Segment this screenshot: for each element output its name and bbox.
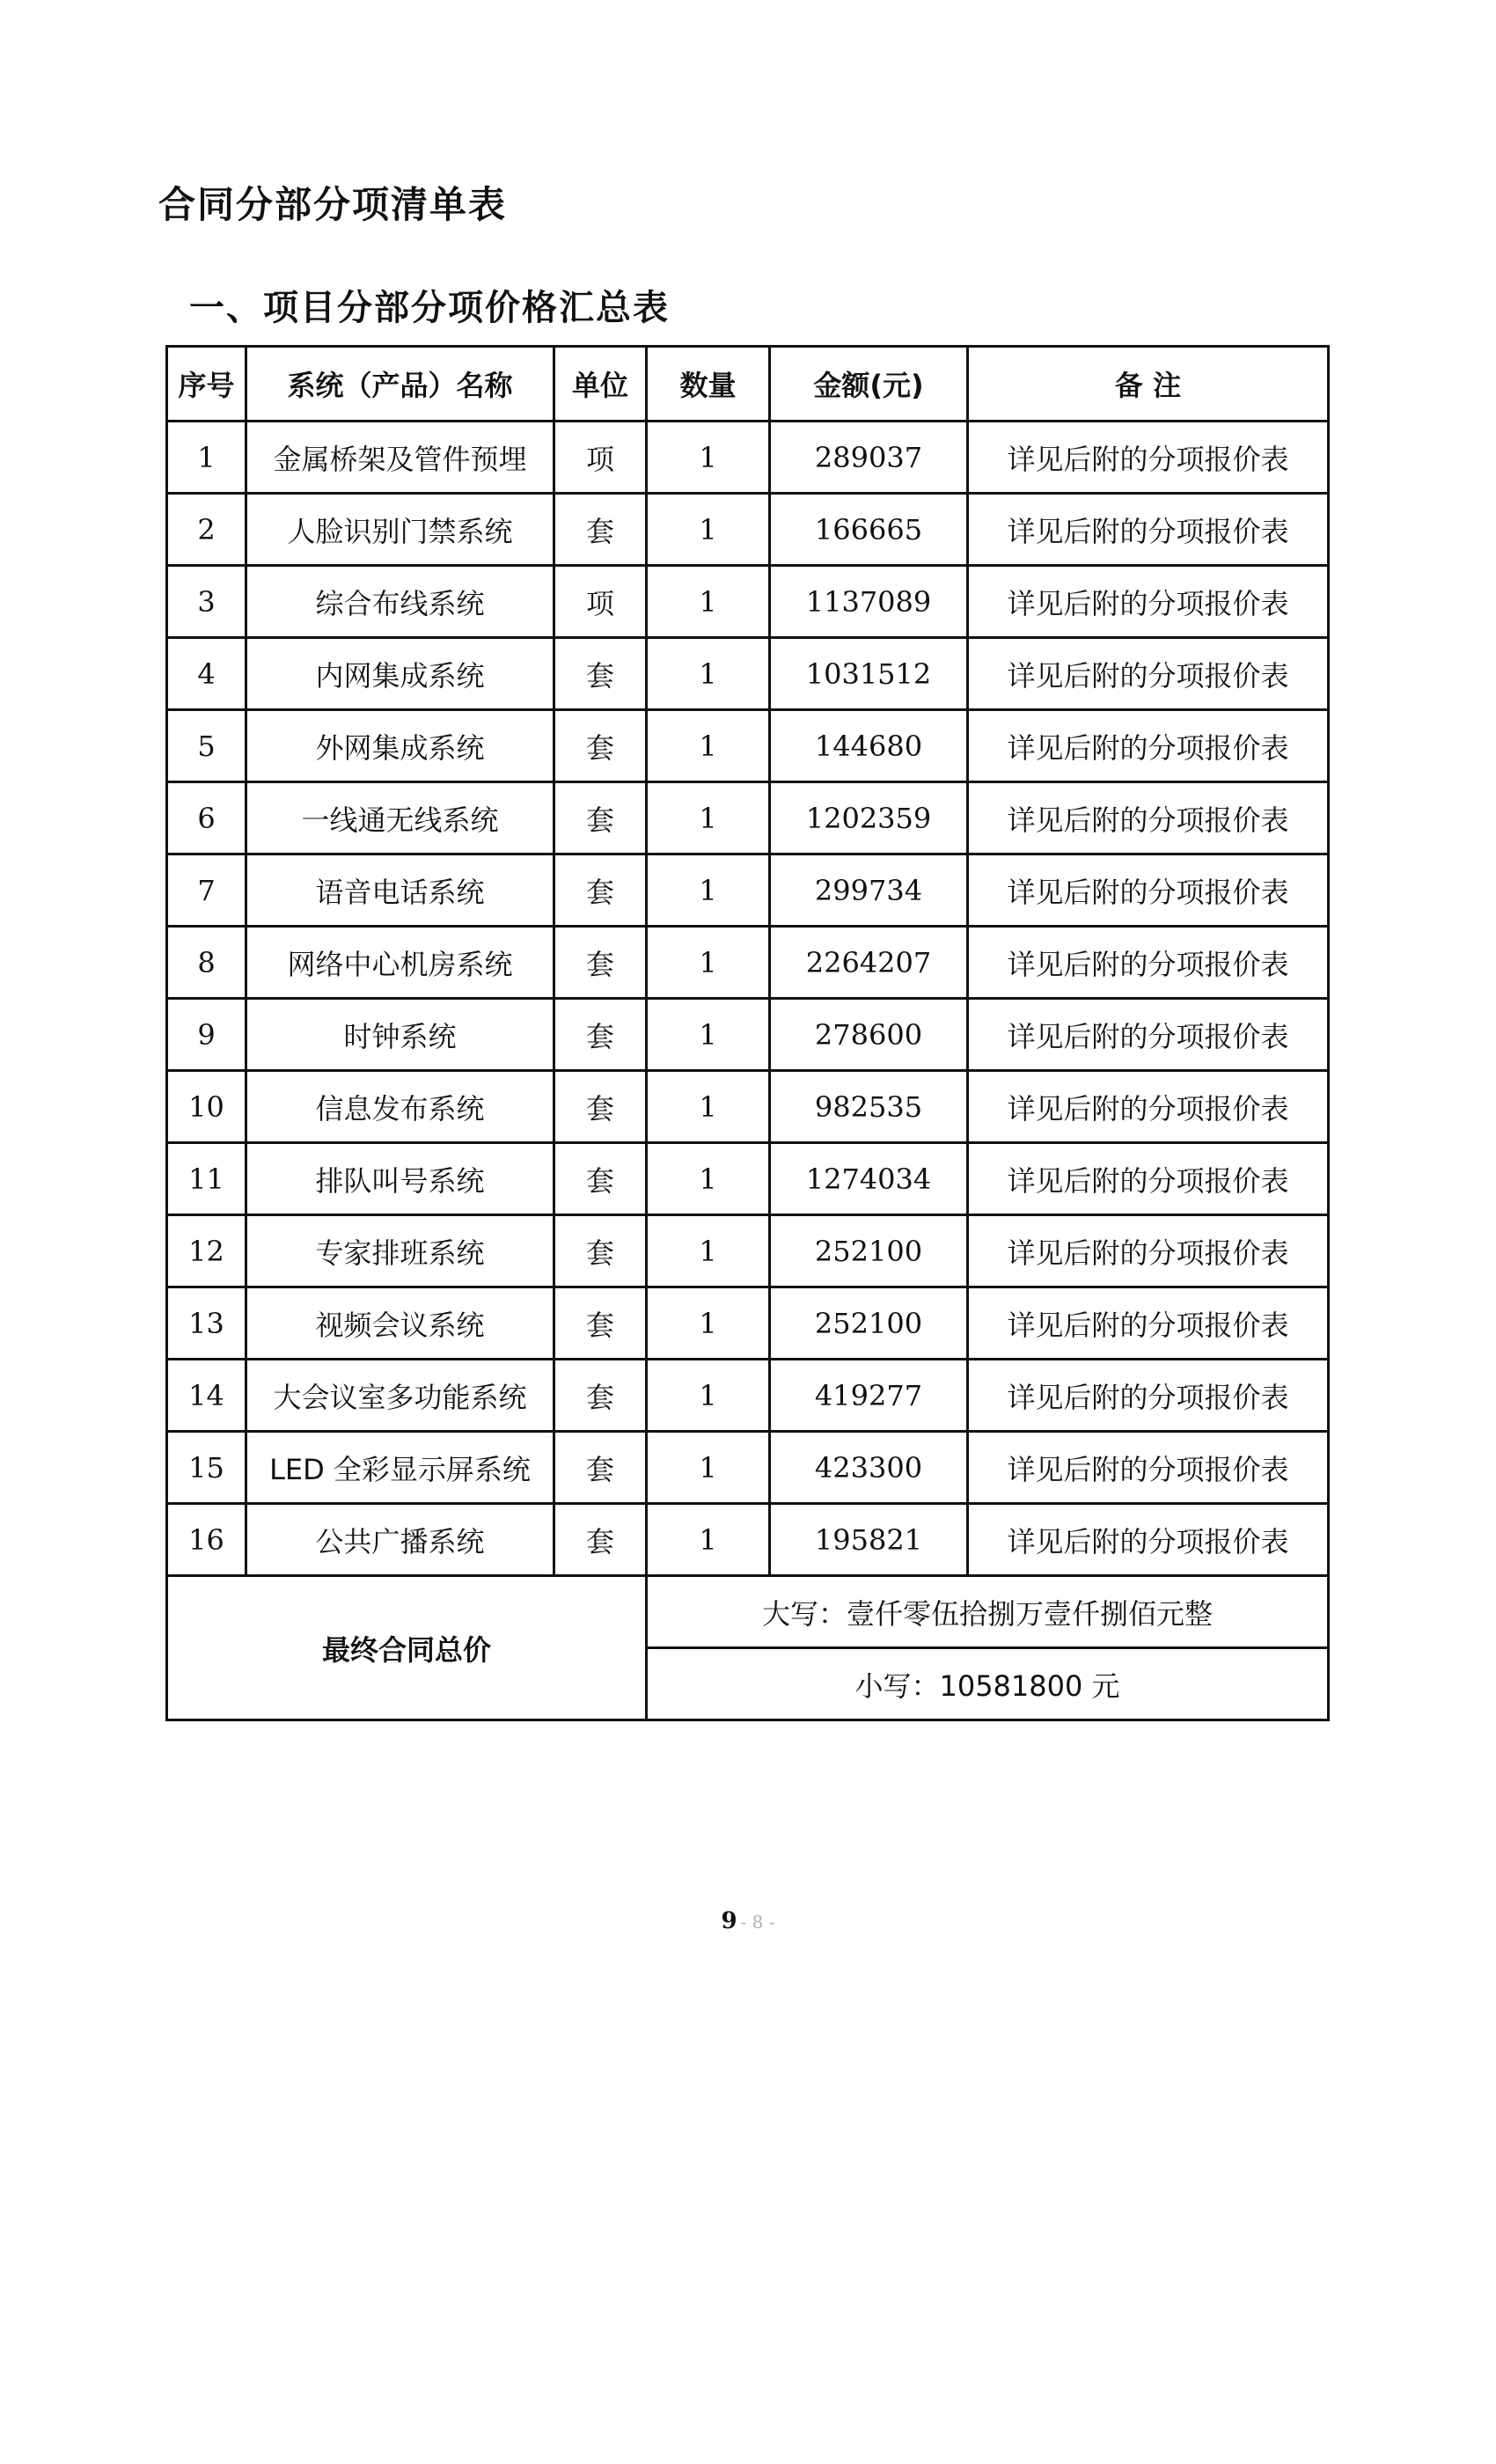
cell-qty: 1: [647, 1071, 770, 1143]
header-unit: 单位: [554, 347, 647, 422]
cell-name: 排队叫号系统: [246, 1143, 554, 1215]
cell-name: 金属桥架及管件预埋: [246, 422, 554, 494]
table-header-row: [167, 347, 1329, 422]
cell-unit: 套: [554, 1071, 647, 1143]
cell-amount: 1031512: [770, 638, 968, 710]
cell-no: 13: [167, 1287, 246, 1360]
cell-amount: 195821: [770, 1504, 968, 1576]
total-row-upper: [167, 1576, 1329, 1648]
page-number-value: 9: [721, 1908, 737, 1934]
cell-unit: 套: [554, 1143, 647, 1215]
cell-name: 外网集成系统: [246, 710, 554, 782]
cell-note: 详见后附的分项报价表: [968, 494, 1329, 566]
table-row: [167, 422, 1329, 494]
cell-no: 9: [167, 999, 246, 1071]
cell-unit: 套: [554, 1287, 647, 1360]
cell-note: 详见后附的分项报价表: [968, 854, 1329, 927]
table-row: [167, 1143, 1329, 1215]
table-row: [167, 1287, 1329, 1360]
section-title: 一、项目分部分项价格汇总表: [189, 288, 670, 328]
cell-note: 详见后附的分项报价表: [968, 999, 1329, 1071]
cell-no: 10: [167, 1071, 246, 1143]
page-number-faint: - 8 -: [740, 1911, 775, 1932]
cell-no: 7: [167, 854, 246, 927]
cell-unit: 套: [554, 494, 647, 566]
cell-qty: 1: [647, 1143, 770, 1215]
cell-no: 1: [167, 422, 246, 494]
cell-amount: 1137089: [770, 566, 968, 638]
cell-qty: 1: [647, 1360, 770, 1432]
cell-name: 语音电话系统: [246, 854, 554, 927]
cell-name: 网络中心机房系统: [246, 927, 554, 999]
cell-qty: 1: [647, 1504, 770, 1576]
cell-note: 详见后附的分项报价表: [968, 1432, 1329, 1504]
cell-qty: 1: [647, 566, 770, 638]
cell-no: 16: [167, 1504, 246, 1576]
cell-no: 11: [167, 1143, 246, 1215]
cell-unit: 套: [554, 1504, 647, 1576]
header-name: 系统（产品）名称: [246, 347, 554, 422]
table-row: [167, 1432, 1329, 1504]
cell-note: 详见后附的分项报价表: [968, 1071, 1329, 1143]
table-row: [167, 1504, 1329, 1576]
cell-amount: 423300: [770, 1432, 968, 1504]
cell-qty: 1: [647, 1287, 770, 1360]
cell-note: 详见后附的分项报价表: [968, 1287, 1329, 1360]
cell-no: 5: [167, 710, 246, 782]
cell-unit: 套: [554, 927, 647, 999]
cell-unit: 套: [554, 782, 647, 854]
cell-qty: 1: [647, 1215, 770, 1287]
cell-qty: 1: [647, 494, 770, 566]
cell-unit: 套: [554, 1360, 647, 1432]
cell-qty: 1: [647, 999, 770, 1071]
cell-amount: 419277: [770, 1360, 968, 1432]
total-amount-words: 大写：壹仟零伍拾捌万壹仟捌佰元整: [647, 1576, 1329, 1648]
cell-name: 视频会议系统: [246, 1287, 554, 1360]
cell-unit: 项: [554, 566, 647, 638]
cell-name: 专家排班系统: [246, 1215, 554, 1287]
header-no: 序号: [167, 347, 246, 422]
cell-name: 时钟系统: [246, 999, 554, 1071]
cell-amount: 144680: [770, 710, 968, 782]
total-label: 最终合同总价: [167, 1576, 647, 1720]
cell-amount: 289037: [770, 422, 968, 494]
cell-no: 4: [167, 638, 246, 710]
cell-note: 详见后附的分项报价表: [968, 927, 1329, 999]
cell-amount: 299734: [770, 854, 968, 927]
cell-no: 12: [167, 1215, 246, 1287]
cell-name: 内网集成系统: [246, 638, 554, 710]
cell-qty: 1: [647, 638, 770, 710]
table-row: [167, 494, 1329, 566]
table-row: [167, 927, 1329, 999]
cell-note: 详见后附的分项报价表: [968, 782, 1329, 854]
cell-amount: 252100: [770, 1215, 968, 1287]
cell-no: 8: [167, 927, 246, 999]
cell-name: 大会议室多功能系统: [246, 1360, 554, 1432]
table-row: [167, 782, 1329, 854]
table-row: [167, 1071, 1329, 1143]
header-qty: 数量: [647, 347, 770, 422]
cell-unit: 套: [554, 1432, 647, 1504]
cell-qty: 1: [647, 782, 770, 854]
cell-unit: 套: [554, 999, 647, 1071]
price-summary-table: [165, 345, 1330, 1721]
cell-unit: 套: [554, 710, 647, 782]
cell-note: 详见后附的分项报价表: [968, 638, 1329, 710]
cell-amount: 1202359: [770, 782, 968, 854]
cell-amount: 1274034: [770, 1143, 968, 1215]
cell-unit: 项: [554, 422, 647, 494]
cell-qty: 1: [647, 1432, 770, 1504]
table-row: [167, 999, 1329, 1071]
total-amount-figures: 小写：10581800 元: [647, 1648, 1329, 1720]
header-amount: 金额(元): [770, 347, 968, 422]
cell-name: 综合布线系统: [246, 566, 554, 638]
cell-note: 详见后附的分项报价表: [968, 1504, 1329, 1576]
cell-note: 详见后附的分项报价表: [968, 422, 1329, 494]
cell-unit: 套: [554, 638, 647, 710]
cell-qty: 1: [647, 710, 770, 782]
table-row: [167, 854, 1329, 927]
cell-no: 3: [167, 566, 246, 638]
table-row: [167, 710, 1329, 782]
table-row: [167, 638, 1329, 710]
cell-unit: 套: [554, 854, 647, 927]
table-row: [167, 1360, 1329, 1432]
cell-name: 公共广播系统: [246, 1504, 554, 1576]
cell-no: 14: [167, 1360, 246, 1432]
header-note: 备 注: [968, 347, 1329, 422]
cell-amount: 982535: [770, 1071, 968, 1143]
cell-qty: 1: [647, 422, 770, 494]
cell-name: 一线通无线系统: [246, 782, 554, 854]
cell-note: 详见后附的分项报价表: [968, 1143, 1329, 1215]
cell-note: 详见后附的分项报价表: [968, 710, 1329, 782]
page-number: [0, 1908, 1496, 1934]
cell-note: 详见后附的分项报价表: [968, 1360, 1329, 1432]
cell-amount: 2264207: [770, 927, 968, 999]
cell-name: LED 全彩显示屏系统: [246, 1432, 554, 1504]
cell-amount: 278600: [770, 999, 968, 1071]
table-body: [167, 422, 1329, 1576]
document-title: 合同分部分项清单表: [158, 183, 508, 226]
table-row: [167, 566, 1329, 638]
cell-name: 信息发布系统: [246, 1071, 554, 1143]
cell-note: 详见后附的分项报价表: [968, 1215, 1329, 1287]
cell-amount: 252100: [770, 1287, 968, 1360]
cell-no: 2: [167, 494, 246, 566]
cell-no: 15: [167, 1432, 246, 1504]
cell-unit: 套: [554, 1215, 647, 1287]
table-row: [167, 1215, 1329, 1287]
cell-amount: 166665: [770, 494, 968, 566]
cell-qty: 1: [647, 927, 770, 999]
cell-name: 人脸识别门禁系统: [246, 494, 554, 566]
cell-no: 6: [167, 782, 246, 854]
cell-qty: 1: [647, 854, 770, 927]
cell-note: 详见后附的分项报价表: [968, 566, 1329, 638]
